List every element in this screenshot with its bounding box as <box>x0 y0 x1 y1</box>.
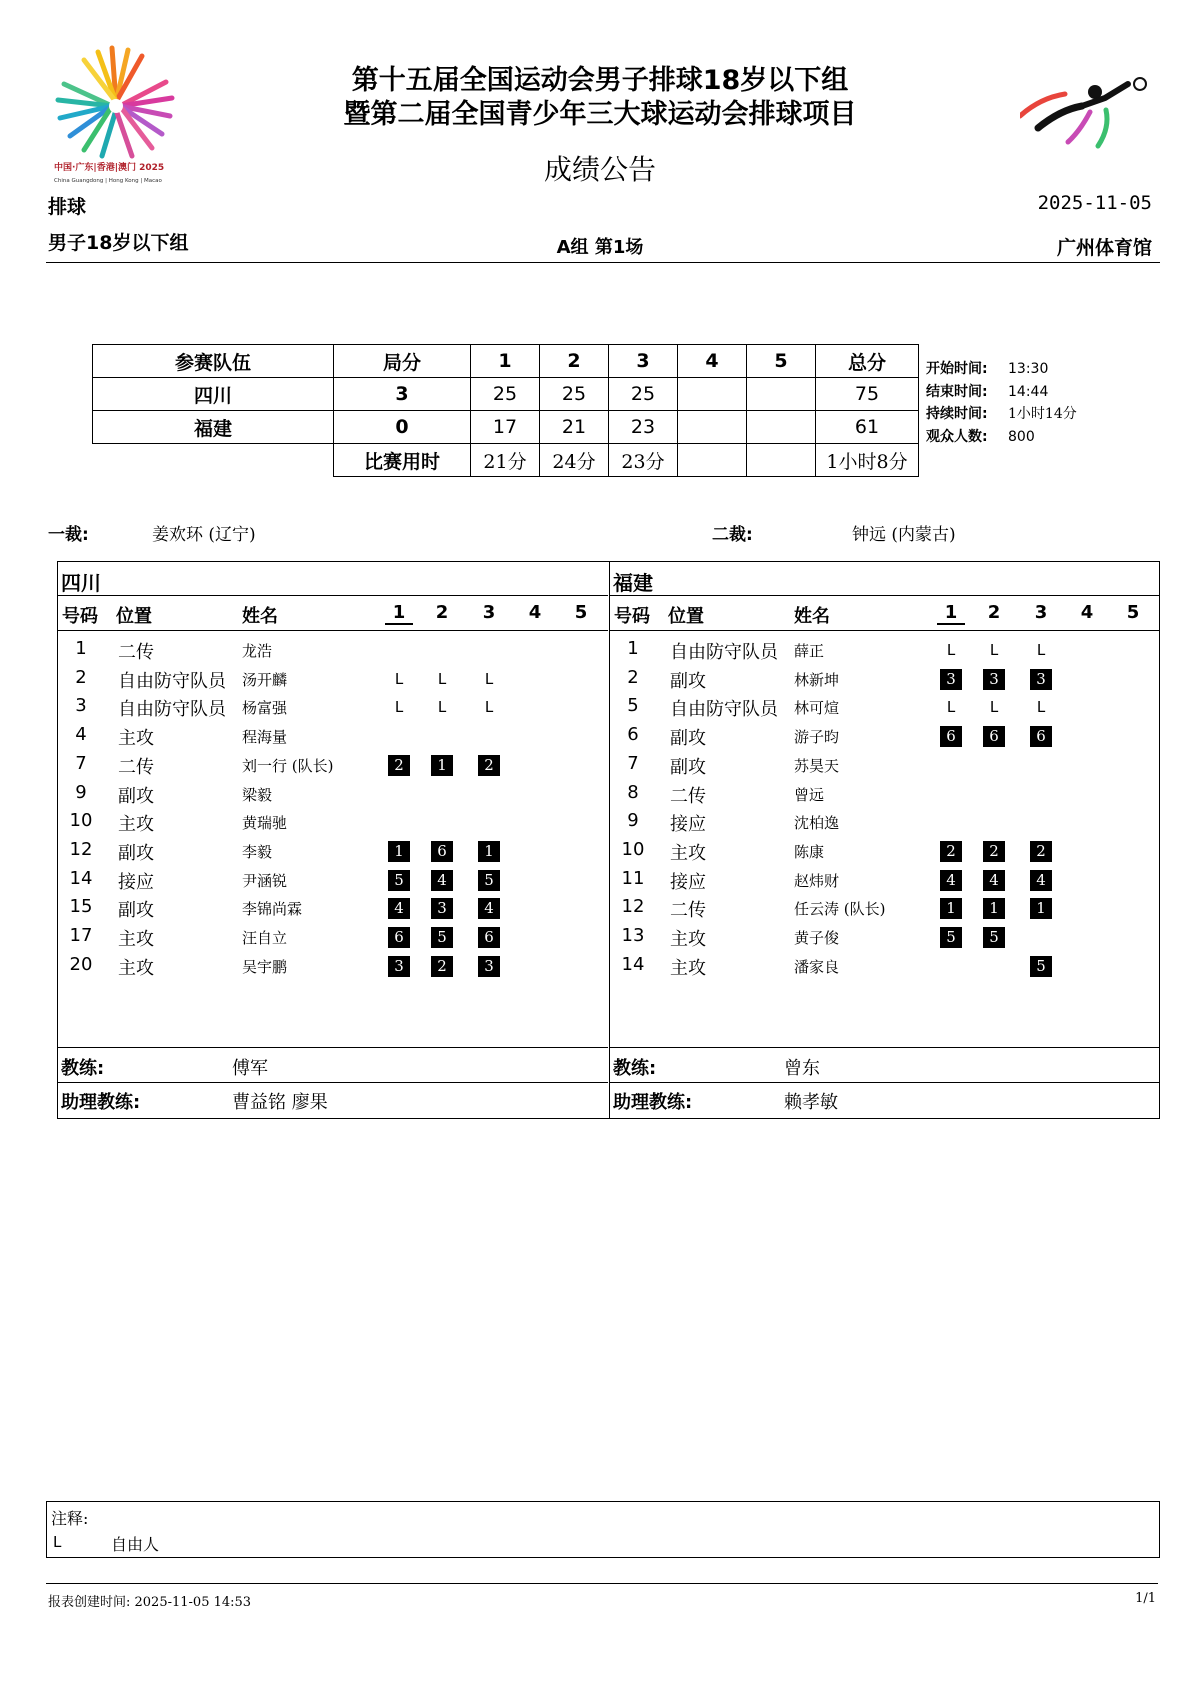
player-position: 主攻 <box>670 957 706 979</box>
starting-position-mark: 2 <box>1030 841 1052 862</box>
starting-position-mark: 4 <box>1030 870 1052 891</box>
player-position: 二传 <box>118 756 154 778</box>
player-position: 自由防守队员 <box>118 699 226 721</box>
sets-won: 0 <box>334 411 471 444</box>
starting-position-mark: 5 <box>431 927 453 948</box>
player-number: 14 <box>69 867 93 889</box>
set-duration: 21分 <box>471 444 540 477</box>
header-set-1: 1 <box>385 602 413 625</box>
libero-mark: L <box>484 698 494 717</box>
player-position: 主攻 <box>670 842 706 864</box>
player-number: 11 <box>621 867 645 889</box>
set-duration: 23分 <box>609 444 678 477</box>
player-name: 林新坤 <box>794 670 840 689</box>
title-line-1: 第十五届全国运动会男子排球18岁以下组 <box>351 65 849 96</box>
notes-value: 自由人 <box>111 1535 160 1554</box>
player-row <box>58 753 608 782</box>
player-number: 10 <box>69 810 93 832</box>
player-row <box>610 667 1160 696</box>
divider <box>610 630 1160 631</box>
player-position: 接应 <box>118 871 154 893</box>
starting-position-mark: 6 <box>983 726 1005 747</box>
player-number: 20 <box>69 953 93 975</box>
score-row <box>93 411 919 444</box>
notes-title: 注释: <box>51 1509 89 1528</box>
set-duration <box>678 444 747 477</box>
set-score: 25 <box>471 378 540 411</box>
set-score: 21 <box>540 411 609 444</box>
header-set-5: 5 <box>1126 602 1140 623</box>
player-number: 9 <box>75 781 87 803</box>
set-score <box>747 411 816 444</box>
player-number: 4 <box>75 724 87 746</box>
starting-position-mark: 1 <box>431 755 453 776</box>
match-date: 2025-11-05 <box>1037 192 1152 214</box>
svg-text:中国·广东|香港|澳门 2025: 中国·广东|香港|澳门 2025 <box>54 163 165 173</box>
start-time-label: 开始时间: <box>926 361 988 377</box>
player-position: 主攻 <box>670 929 706 950</box>
set-score: 23 <box>609 411 678 444</box>
libero-mark: L <box>437 669 447 688</box>
starting-position-mark: 4 <box>388 898 410 919</box>
player-position: 二传 <box>670 785 706 807</box>
player-number: 8 <box>627 781 639 803</box>
header-set-4: 4 <box>1080 602 1094 623</box>
player-name: 吴宇鹏 <box>242 957 288 976</box>
player-name: 程海量 <box>242 728 288 747</box>
divider <box>610 1082 1160 1083</box>
header-sets-won: 局分 <box>334 345 471 378</box>
player-number: 6 <box>627 724 639 746</box>
player-row <box>58 954 608 983</box>
assistant-coach-names: 赖孝敏 <box>784 1092 838 1113</box>
starting-position-mark: 5 <box>983 927 1005 948</box>
starting-position-mark: 1 <box>983 898 1005 919</box>
player-position: 副攻 <box>670 756 706 778</box>
player-name: 李毅 <box>242 842 273 861</box>
set-score <box>747 378 816 411</box>
starting-position-mark: 4 <box>431 870 453 891</box>
header-set-2: 2 <box>435 602 449 623</box>
starting-position-mark: 3 <box>388 956 410 977</box>
audience: 800 <box>1008 428 1035 445</box>
duration-row <box>93 444 919 477</box>
libero-mark: L <box>437 698 447 717</box>
player-name: 潘家良 <box>794 957 840 976</box>
player-position: 二传 <box>670 900 706 922</box>
player-row <box>58 896 608 925</box>
team-name: 福建 <box>613 571 653 595</box>
report-created: 报表创建时间: 2025-11-05 14:53 <box>48 1595 252 1610</box>
player-number: 1 <box>75 638 87 659</box>
coach-label: 教练: <box>613 1058 657 1079</box>
starting-position-mark: 5 <box>478 870 500 891</box>
team-roster-left <box>58 562 608 1118</box>
player-number: 9 <box>627 810 639 832</box>
second-referee-label: 二裁: <box>712 525 753 545</box>
player-row <box>58 810 608 839</box>
score-row <box>93 378 919 411</box>
player-row <box>58 868 608 897</box>
set-duration: 24分 <box>540 444 609 477</box>
assistant-coach-label: 助理教练: <box>613 1092 693 1113</box>
total-score: 61 <box>816 411 919 444</box>
libero-mark: L <box>946 641 956 659</box>
player-row <box>58 638 608 667</box>
sport-label: 排球 <box>48 196 87 218</box>
player-name: 梁毅 <box>242 785 273 804</box>
end-time-row <box>926 381 1077 404</box>
team-name: 福建 <box>93 411 334 444</box>
footer-divider <box>46 1583 1158 1584</box>
sets-won: 3 <box>334 378 471 411</box>
divider <box>58 1082 608 1083</box>
match-info <box>926 358 1077 448</box>
second-referee: 钟远 (内蒙古) <box>852 525 956 545</box>
player-position: 二传 <box>118 642 154 663</box>
player-position: 自由防守队员 <box>670 699 778 721</box>
end-time-label: 结束时间: <box>926 383 988 400</box>
audience-row <box>926 426 1077 449</box>
header-set-4: 4 <box>528 602 542 623</box>
duration-row <box>926 403 1077 426</box>
player-name: 林可煊 <box>794 699 840 718</box>
assistant-coach-names: 曹益铭 廖果 <box>232 1092 328 1113</box>
starting-position-mark: 4 <box>478 898 500 919</box>
player-position: 主攻 <box>118 929 154 950</box>
start-time-row <box>926 358 1077 381</box>
player-name: 汪自立 <box>242 929 288 947</box>
header-set-3: 3 <box>1034 602 1048 623</box>
set-score <box>678 411 747 444</box>
player-row <box>58 695 608 724</box>
starting-position-mark: 3 <box>1030 669 1052 690</box>
set-duration <box>747 444 816 477</box>
starting-position-mark: 4 <box>940 870 962 891</box>
player-row <box>58 782 608 811</box>
player-number: 12 <box>69 838 93 860</box>
player-number: 2 <box>627 666 639 688</box>
games-flower-icon <box>54 44 184 189</box>
player-number: 15 <box>69 896 93 918</box>
team-name: 四川 <box>61 571 101 595</box>
divider <box>610 595 1160 596</box>
libero-mark: L <box>946 698 956 717</box>
starting-position-mark: 5 <box>1030 956 1052 977</box>
header-position: 位置 <box>668 606 704 627</box>
player-position: 副攻 <box>118 842 154 864</box>
games-logo <box>54 44 184 189</box>
duration-label: 比赛用时 <box>334 444 471 477</box>
player-number: 10 <box>621 838 645 860</box>
player-row <box>58 925 608 954</box>
player-name: 黄瑞驰 <box>242 814 288 833</box>
player-row <box>58 839 608 868</box>
player-name: 刘一行 (队长) <box>242 756 334 775</box>
player-row <box>610 753 1160 782</box>
coach-name: 曾东 <box>784 1058 820 1079</box>
header-set-4: 4 <box>678 345 747 378</box>
set-score: 25 <box>609 378 678 411</box>
player-row <box>610 868 1160 897</box>
end-time: 14:44 <box>1008 383 1049 400</box>
player-number: 7 <box>75 752 87 774</box>
coach-label: 教练: <box>61 1058 105 1079</box>
header-set-5: 5 <box>574 602 588 623</box>
divider <box>610 1047 1160 1048</box>
player-name: 赵炜财 <box>794 871 840 890</box>
venue: 广州体育馆 <box>1056 237 1152 259</box>
player-number: 14 <box>621 953 645 975</box>
header-set-1: 1 <box>471 345 540 378</box>
divider <box>58 1047 608 1048</box>
player-row <box>610 695 1160 724</box>
player-position: 接应 <box>670 814 706 836</box>
header-number: 号码 <box>62 606 98 627</box>
title-line-2: 暨第二届全国青少年三大球运动会排球项目 <box>343 99 857 130</box>
player-number: 2 <box>75 666 87 688</box>
player-position: 副攻 <box>118 900 154 922</box>
header-name: 姓名 <box>794 606 830 627</box>
notes-key: L <box>53 1533 62 1551</box>
player-position: 接应 <box>670 871 706 893</box>
player-name: 沈柏逸 <box>794 814 840 833</box>
player-row <box>58 667 608 696</box>
libero-mark: L <box>1036 698 1046 717</box>
set-score: 25 <box>540 378 609 411</box>
notes-box <box>46 1501 1160 1558</box>
starting-position-mark: 2 <box>431 956 453 977</box>
starting-position-mark: 5 <box>940 927 962 948</box>
player-name: 薛正 <box>794 642 825 660</box>
starting-position-mark: 2 <box>983 841 1005 862</box>
start-time: 13:30 <box>1008 361 1049 377</box>
player-number: 3 <box>75 695 87 717</box>
player-name: 龙浩 <box>242 642 273 660</box>
divider <box>58 595 608 596</box>
libero-mark: L <box>1036 641 1046 659</box>
audience-label: 观众人数: <box>926 428 988 445</box>
first-referee-label: 一裁: <box>48 525 89 545</box>
player-position: 自由防守队员 <box>118 670 226 692</box>
player-row <box>58 724 608 753</box>
player-number: 1 <box>627 638 639 659</box>
header-name: 姓名 <box>242 606 278 627</box>
starting-position-mark: 6 <box>431 841 453 862</box>
starting-position-mark: 2 <box>940 841 962 862</box>
total-score: 75 <box>816 378 919 411</box>
starting-position-mark: 2 <box>478 755 500 776</box>
divider <box>58 630 608 631</box>
header-set-3: 3 <box>609 345 678 378</box>
libero-mark: L <box>394 698 404 717</box>
rosters-box <box>57 561 1160 1119</box>
player-name: 苏昊天 <box>794 756 840 775</box>
header-number: 号码 <box>614 606 650 627</box>
age-group: 男子18岁以下组 <box>48 232 189 254</box>
player-position: 主攻 <box>118 957 154 979</box>
player-name: 李锦尚霖 <box>242 900 303 919</box>
page-number: 1/1 <box>1135 1591 1156 1606</box>
svg-text:China Guangdong | Hong Kong |: China Guangdong | Hong Kong | Macao <box>54 178 162 184</box>
set-score <box>678 378 747 411</box>
header-set-1: 1 <box>937 602 965 625</box>
header-set-2: 2 <box>987 602 1001 623</box>
starting-position-mark: 4 <box>983 870 1005 891</box>
player-name: 汤开麟 <box>242 670 288 689</box>
starting-position-mark: 6 <box>478 927 500 948</box>
starting-position-mark: 1 <box>1030 898 1052 919</box>
duration: 1小时14分 <box>1008 406 1077 422</box>
player-number: 17 <box>69 925 93 946</box>
starting-position-mark: 6 <box>1030 726 1052 747</box>
player-row <box>610 925 1160 954</box>
player-position: 副攻 <box>670 670 706 692</box>
player-name: 陈康 <box>794 842 825 861</box>
team-roster-right <box>609 562 1160 1118</box>
score-header-row <box>93 345 919 378</box>
player-row <box>610 810 1160 839</box>
volleyball-player-icon <box>1020 76 1155 156</box>
team-name: 四川 <box>93 378 334 411</box>
header-position: 位置 <box>116 606 152 627</box>
player-name: 杨富强 <box>242 699 288 718</box>
header-set-3: 3 <box>482 602 496 623</box>
player-position: 主攻 <box>118 728 154 750</box>
coach-name: 傅军 <box>232 1058 268 1079</box>
player-name: 尹涵锐 <box>242 871 288 890</box>
header-divider <box>46 262 1160 263</box>
player-row <box>610 724 1160 753</box>
player-position: 副攻 <box>670 728 706 750</box>
header-total: 总分 <box>816 345 919 378</box>
player-row <box>610 782 1160 811</box>
header-set-2: 2 <box>540 345 609 378</box>
volleyball-pictogram <box>1020 76 1155 156</box>
player-name: 游子昀 <box>794 728 840 747</box>
player-position: 副攻 <box>118 785 154 807</box>
player-name: 任云涛 (队长) <box>794 900 886 919</box>
player-number: 7 <box>627 752 639 774</box>
starting-position-mark: 3 <box>431 898 453 919</box>
libero-mark: L <box>989 641 999 659</box>
starting-position-mark: 6 <box>388 927 410 948</box>
starting-position-mark: 2 <box>388 755 410 776</box>
duration-label: 持续时间: <box>926 406 988 422</box>
starting-position-mark: 1 <box>388 841 410 862</box>
pool-match: A组 第1场 <box>556 237 644 258</box>
starting-position-mark: 6 <box>940 726 962 747</box>
score-table <box>92 344 919 477</box>
player-number: 5 <box>627 695 639 717</box>
player-position: 自由防守队员 <box>670 642 778 663</box>
libero-mark: L <box>989 698 999 717</box>
header-team: 参赛队伍 <box>93 345 334 378</box>
starting-position-mark: 3 <box>478 956 500 977</box>
player-position: 主攻 <box>118 814 154 836</box>
player-row <box>610 638 1160 667</box>
total-duration: 1小时8分 <box>816 444 919 477</box>
header-set-5: 5 <box>747 345 816 378</box>
libero-mark: L <box>394 669 404 688</box>
player-name: 曾远 <box>794 785 825 804</box>
starting-position-mark: 5 <box>388 870 410 891</box>
player-name: 黄子俊 <box>794 929 840 947</box>
first-referee: 姜欢环 (辽宁) <box>152 525 256 545</box>
starting-position-mark: 3 <box>940 669 962 690</box>
player-number: 12 <box>621 896 645 918</box>
starting-position-mark: 3 <box>983 669 1005 690</box>
player-row <box>610 839 1160 868</box>
page-title: 成绩公告 <box>543 153 656 186</box>
libero-mark: L <box>484 669 494 688</box>
starting-position-mark: 1 <box>478 841 500 862</box>
assistant-coach-label: 助理教练: <box>61 1092 141 1113</box>
player-row <box>610 896 1160 925</box>
player-number: 13 <box>621 925 645 946</box>
starting-position-mark: 1 <box>940 898 962 919</box>
set-score: 17 <box>471 411 540 444</box>
empty-cell <box>93 444 334 477</box>
player-row <box>610 954 1160 983</box>
